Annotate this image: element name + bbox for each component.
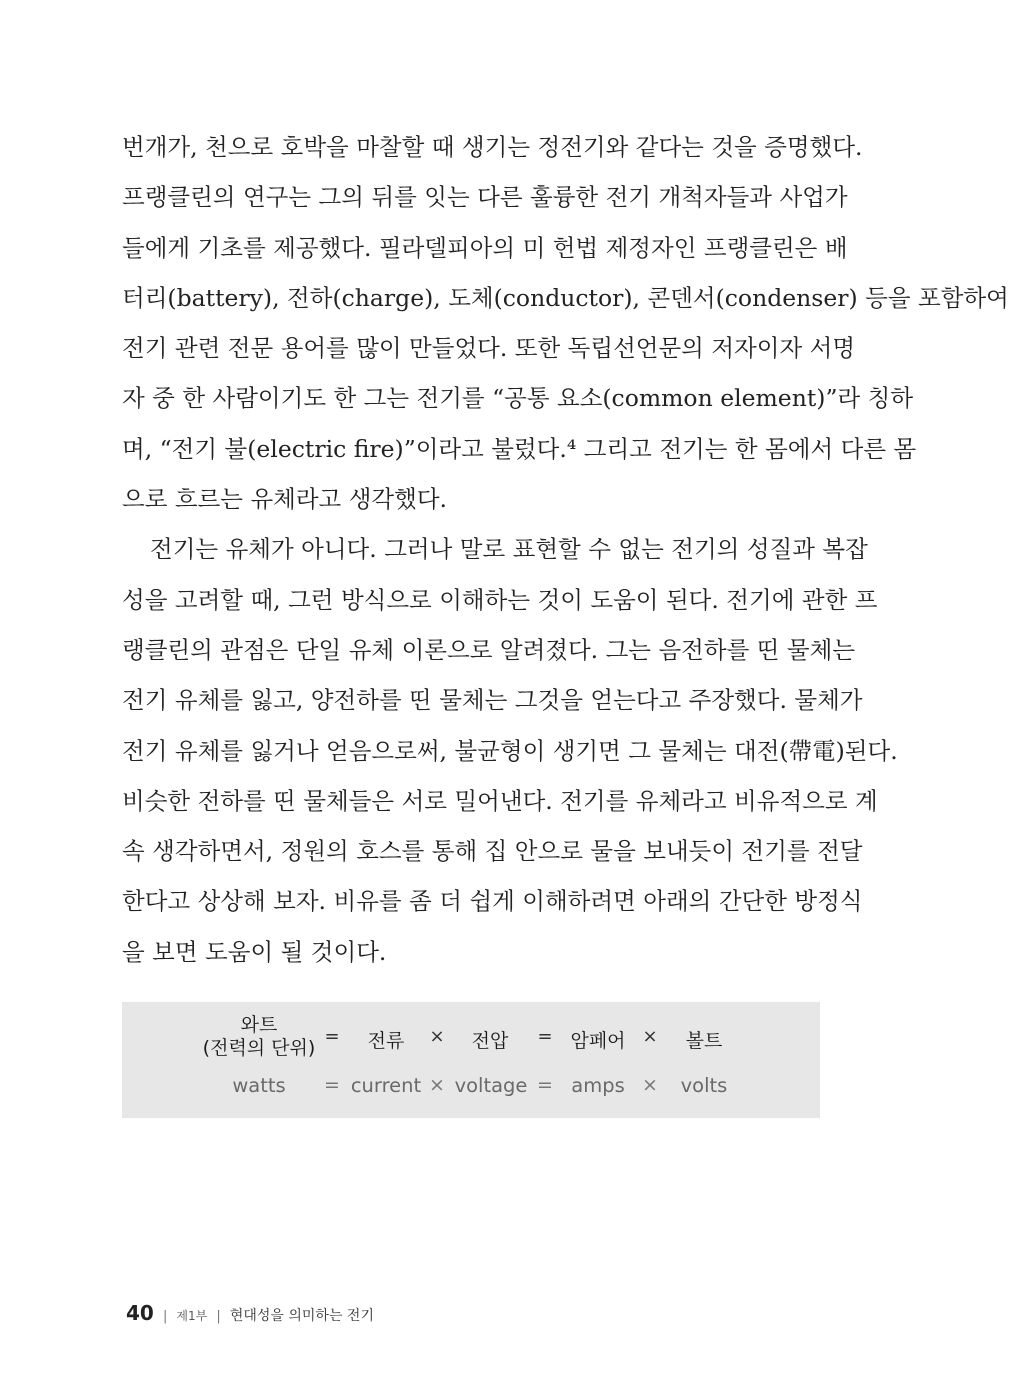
paragraph-line: 자 중 한 사람이기도 한 그는 전기를 “공통 요소(common element)”라 칭하: [122, 384, 914, 413]
footer-divider: |: [216, 1309, 221, 1324]
paragraph-line: 으로 흐르는 유체라고 생각했다.: [122, 485, 447, 514]
page-footer: [126, 1300, 374, 1326]
paragraph-line: 터리(battery), 전하(charge), 도체(conductor), 콘덴서(condenser) 등을 포함하여: [122, 283, 1009, 312]
equation-amps-en: amps: [571, 1074, 625, 1097]
paragraph-line: 속 생각하면서, 정원의 호스를 통해 집 안으로 물을 보내듯이 전기를 전달: [122, 837, 863, 866]
times-sign: ×: [642, 1026, 658, 1047]
equation-amps-ko: 암페어: [570, 1030, 626, 1052]
equation-volts-en: volts: [680, 1074, 728, 1097]
times-sign: ×: [429, 1074, 445, 1096]
paragraph-line: 성을 고려할 때, 그런 방식으로 이해하는 것이 도움이 된다. 전기에 관한 프: [122, 585, 878, 614]
footer-divider: |: [162, 1309, 168, 1324]
paragraph-line: 전기 유체를 잃거나 얻음으로써, 불균형이 생기면 그 물체는 대전(帶電)된다.: [122, 736, 898, 765]
equals-sign: =: [537, 1026, 553, 1047]
equation-watts-en: watts: [232, 1074, 286, 1097]
equals-sign: =: [324, 1074, 340, 1096]
paragraph-line: 며, “전기 불(electric fire)”이라고 불렀다.⁴ 그리고 전기는 한 몸에서 다른 몸: [122, 434, 917, 463]
equation-current-en: current: [350, 1074, 422, 1097]
paragraph-line: 들에게 기초를 제공했다. 필라델피아의 미 헌법 제정자인 프랭클린은 배: [122, 233, 848, 262]
equation-watts-ko: 와트 (전력의 단위): [202, 1014, 316, 1059]
body-text: [122, 122, 1009, 977]
equation-current-ko: 전류: [367, 1030, 405, 1052]
paragraph-line: 비슷한 전하를 띤 물체들은 서로 밀어낸다. 전기를 유체라고 비유적으로 계: [122, 786, 878, 815]
part-label: 제1부: [176, 1309, 208, 1323]
equals-sign: =: [537, 1074, 553, 1096]
paragraph-line: 을 보면 도움이 될 것이다.: [122, 937, 387, 966]
equals-sign: =: [324, 1026, 340, 1047]
equation-voltage-en: voltage: [454, 1074, 528, 1097]
page-number: 40: [126, 1301, 154, 1325]
paragraph-line: 한다고 상상해 보자. 비유를 좀 더 쉽게 이해하려면 아래의 간단한 방정식: [122, 887, 863, 916]
times-sign: ×: [642, 1074, 658, 1096]
equation-volts-ko: 볼트: [685, 1030, 723, 1052]
paragraph-line: 프랭클린의 연구는 그의 뒤를 잇는 다른 훌륭한 전기 개척자들과 사업가: [122, 183, 848, 212]
chapter-title: 현대성을 의미하는 전기: [229, 1308, 374, 1324]
paragraph-line: 랭클린의 관점은 단일 유체 이론으로 알려졌다. 그는 음전하를 띤 물체는: [122, 635, 856, 664]
paragraph-line: 전기 관련 전문 용어를 많이 만들었다. 또한 독립선언문의 저자이자 서명: [122, 334, 856, 363]
times-sign: ×: [429, 1026, 445, 1047]
paragraph-line: 전기 유체를 잃고, 양전하를 띤 물체는 그것을 얻는다고 주장했다. 물체가: [122, 686, 863, 715]
paragraph-line: 번개가, 천으로 호박을 마찰할 때 생기는 정전기와 같다는 것을 증명했다.: [122, 133, 863, 161]
equation-voltage-ko: 전압: [471, 1030, 509, 1052]
paragraph-line: 전기는 유체가 아니다. 그러나 말로 표현할 수 없는 전기의 성질과 복잡: [150, 535, 868, 564]
equation-box: [122, 1002, 820, 1118]
